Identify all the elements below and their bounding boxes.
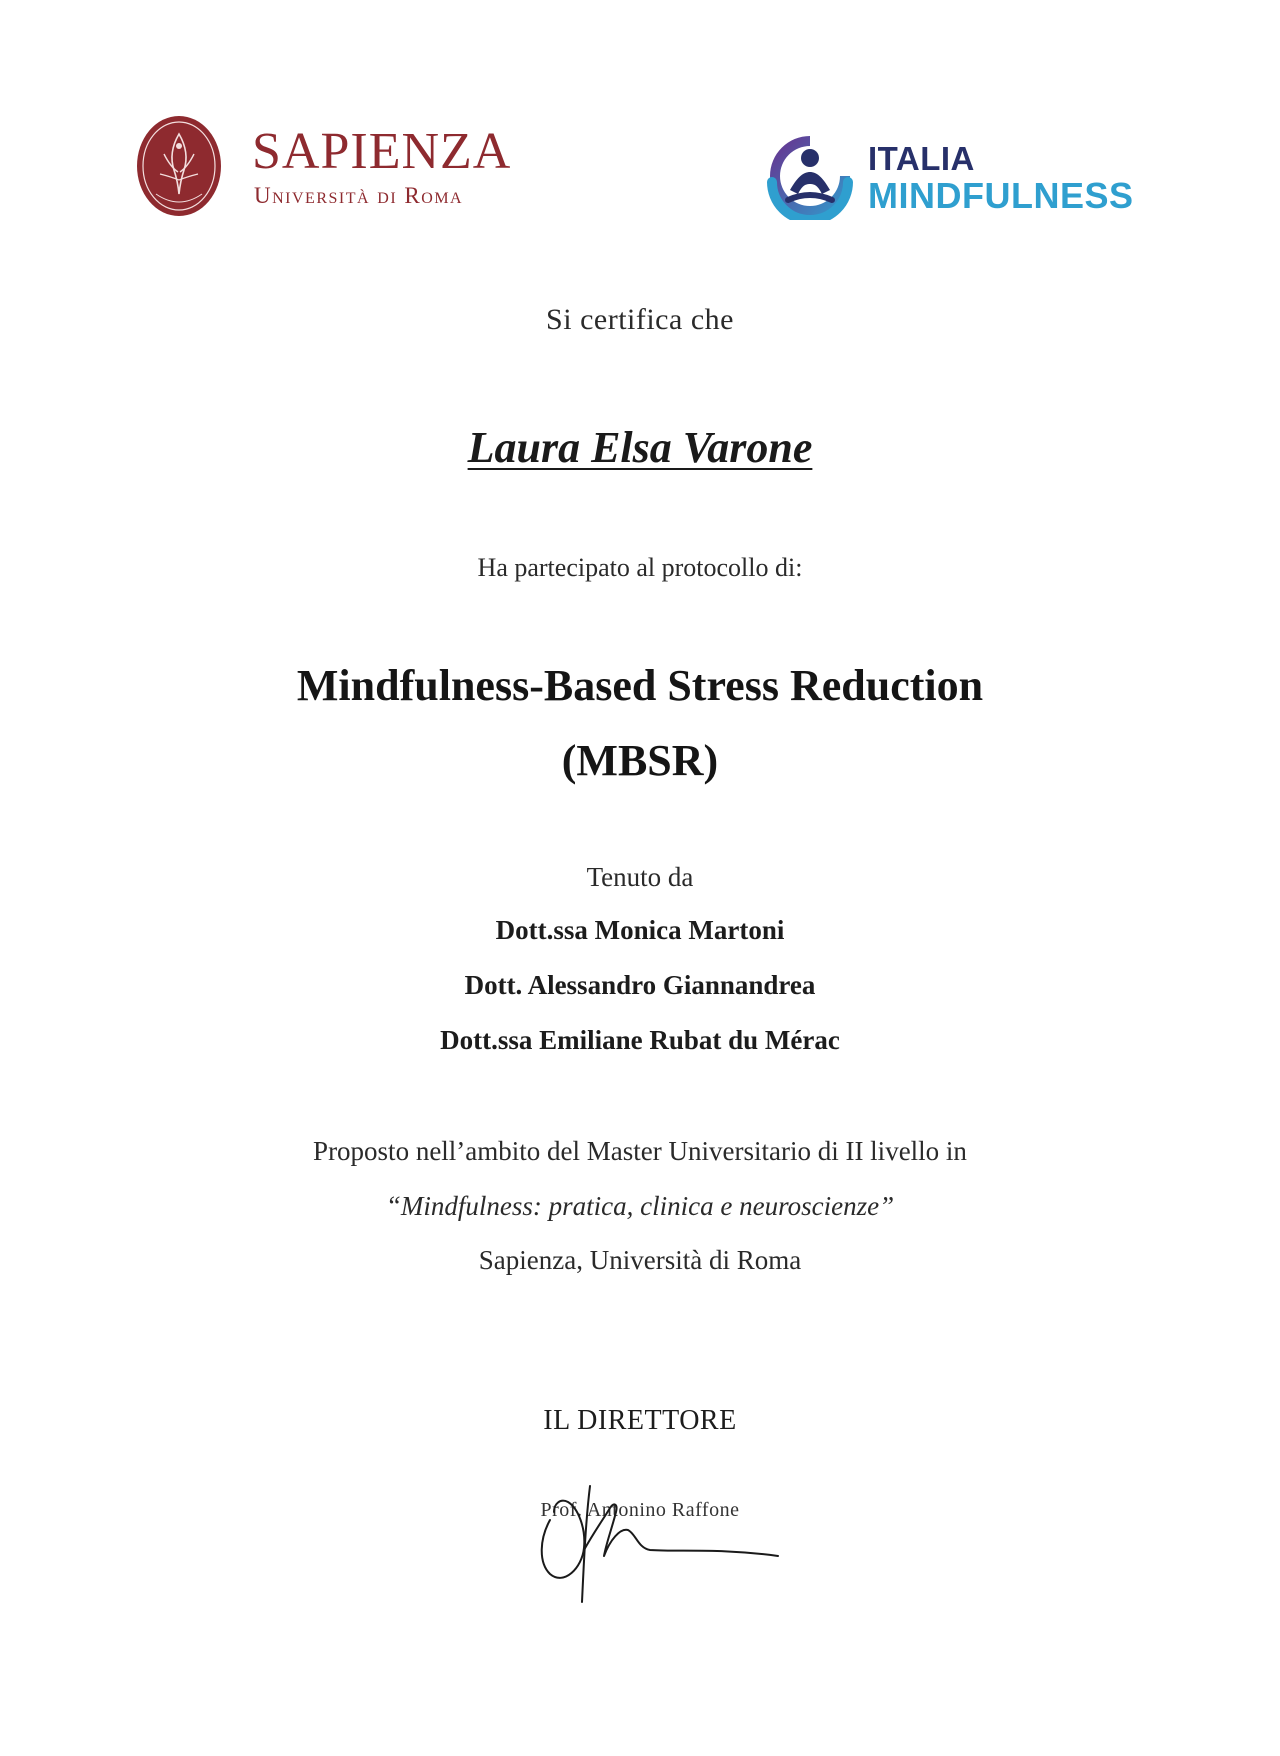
sapienza-name: SAPIENZA — [252, 123, 512, 180]
teacher-name: Dott. Alessandro Giannandrea — [464, 970, 816, 1000]
handwritten-signature — [520, 1478, 780, 1608]
italia-mindfulness-line2: MINDFULNESS — [868, 175, 1134, 216]
director-label: IL DIRETTORE — [543, 1405, 737, 1436]
program-title-line2: (MBSR) — [561, 736, 719, 785]
teacher-name: Dott.ssa Emiliane Rubat du Mérac — [440, 1025, 840, 1055]
participation-statement: Ha partecipato al protocollo di: — [477, 553, 803, 582]
teacher-name: Dott.ssa Monica Martoni — [495, 915, 785, 945]
held-by-label: Tenuto da — [586, 862, 694, 892]
sapienza-seal-icon — [134, 114, 224, 218]
university-name: Sapienza, Università di Roma — [478, 1245, 802, 1275]
italia-mindfulness-logo — [760, 130, 1140, 230]
signer-name: Prof. Antonino Raffone — [540, 1499, 740, 1521]
certification-intro: Si certifica che — [546, 303, 734, 336]
master-name: “Mindfulness: pratica, clinica e neuroscienze” — [385, 1191, 895, 1221]
italia-mindfulness-line1: ITALIA — [868, 140, 975, 177]
proposed-statement: Proposto nell’ambito del Master Universitario di II livello in — [313, 1136, 967, 1166]
recipient-name: Laura Elsa Varone — [467, 423, 813, 472]
sapienza-subtitle: Università di Roma — [254, 183, 464, 208]
meditating-person-icon — [760, 130, 860, 220]
program-title-line1: Mindfulness-Based Stress Reduction — [296, 661, 984, 710]
sapienza-logo — [134, 114, 512, 224]
